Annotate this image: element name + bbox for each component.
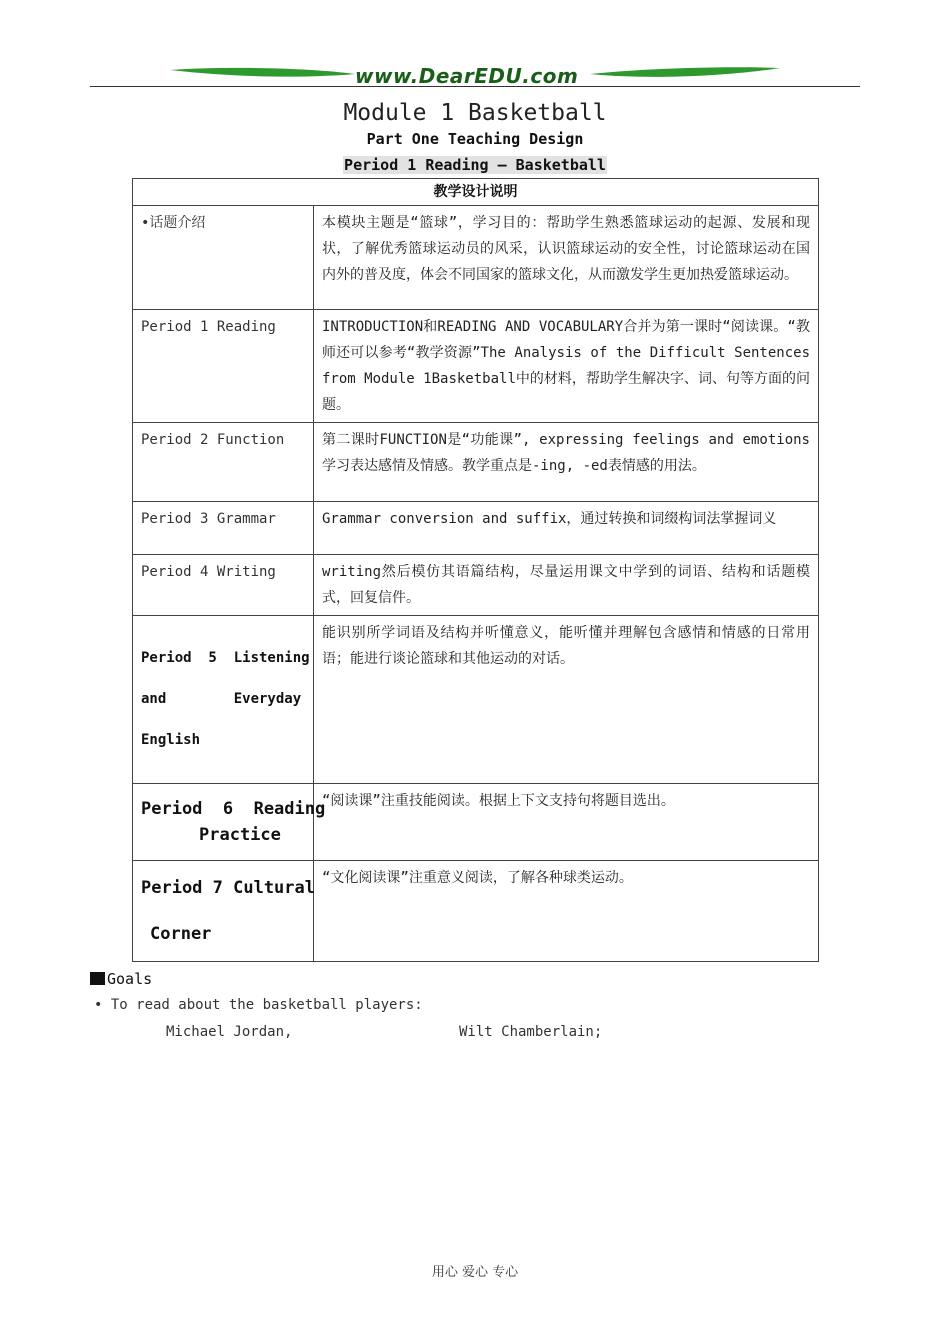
teaching-design-table <box>132 178 819 962</box>
table-row <box>133 616 819 784</box>
row-label: Period 1 Reading <box>133 310 314 423</box>
row-label <box>133 861 314 962</box>
row-label: Period 3 Grammar <box>133 502 314 555</box>
goals-heading-text: Goals <box>107 970 153 988</box>
row-text: 本模块主题是“篮球”，学习目的：帮助学生熟悉篮球运动的起源、发展和现状，了解优秀篮球运动员的风采，认识篮球运动的安全性，讨论篮球运动在国内外的普及度，体会不同国家的篮球文化，从而激发学生更加热爱篮球运动。 <box>314 206 819 310</box>
table-row <box>133 784 819 861</box>
player-name: Wilt Chamberlain; <box>459 1024 603 1040</box>
row-text: “文化阅读课”注重意义阅读，了解各种球类运动。 <box>314 861 819 962</box>
row-label: •话题介绍 <box>133 206 314 310</box>
player-name: Michael Jordan, <box>166 1024 293 1040</box>
table-header-cell: 教学设计说明 <box>133 179 819 206</box>
row-label-line: Corner <box>150 924 212 944</box>
row-text: 第二课时FUNCTION是“功能课”, expressing feelings and emotions学习表达感情及情感。教学重点是-ing, -ed表情感的用法。 <box>314 423 819 502</box>
row-label <box>133 616 314 784</box>
goal-item: • To read about the basketball players: <box>94 997 423 1013</box>
table-row <box>133 423 819 502</box>
site-logo-text[interactable]: www.DearEDU.com <box>355 64 579 88</box>
row-label-line: Practice <box>199 825 281 845</box>
table-header-row <box>133 179 819 206</box>
period-title-text: Period 1 Reading – Basketball <box>344 156 606 174</box>
square-bullet-icon <box>90 972 105 985</box>
table-row <box>133 861 819 962</box>
row-text: “阅读课”注重技能阅读。根据上下文支持句将题目选出。 <box>314 784 819 861</box>
document-title: Module 1 Basketball <box>343 100 607 126</box>
row-label-line: Period 7 Cultural <box>141 878 315 898</box>
row-label-line: Period 5 Listening <box>141 650 310 666</box>
document-subtitle: Part One Teaching Design <box>366 130 584 148</box>
row-text: INTRODUCTION和READING AND VOCABULARY合并为第一课时“阅读课。“教师还可以参考“教学资源”The Analysis of the Difficult Sentences from Module 1Basketball中的材料，帮助学生解决字、词、句等方面的问题。 <box>314 310 819 423</box>
row-label-line: and Everyday <box>141 691 302 707</box>
period-title <box>0 156 950 174</box>
page-footer: 用心 爱心 专心 <box>431 1265 519 1280</box>
row-text: Grammar conversion and suffix，通过转换和词缀构词法掌握词义 <box>314 502 819 555</box>
row-label: Period 4 Writing <box>133 555 314 616</box>
table-row <box>133 310 819 423</box>
table-row <box>133 555 819 616</box>
row-label-line: Period 6 Reading <box>141 799 326 819</box>
goals-heading <box>90 970 152 988</box>
row-label <box>133 784 326 861</box>
table-row <box>133 206 819 310</box>
row-text: writing然后模仿其语篇结构，尽量运用课文中学到的词语、结构和话题模式，回复信件。 <box>314 555 819 616</box>
row-label-line: English <box>141 732 201 748</box>
row-label: Period 2 Function <box>133 423 314 502</box>
table-row <box>133 502 819 555</box>
row-text: 能识别所学词语及结构并听懂意义，能听懂并理解包含感情和情感的日常用语；能进行谈论篮球和其他运动的对话。 <box>314 616 819 784</box>
